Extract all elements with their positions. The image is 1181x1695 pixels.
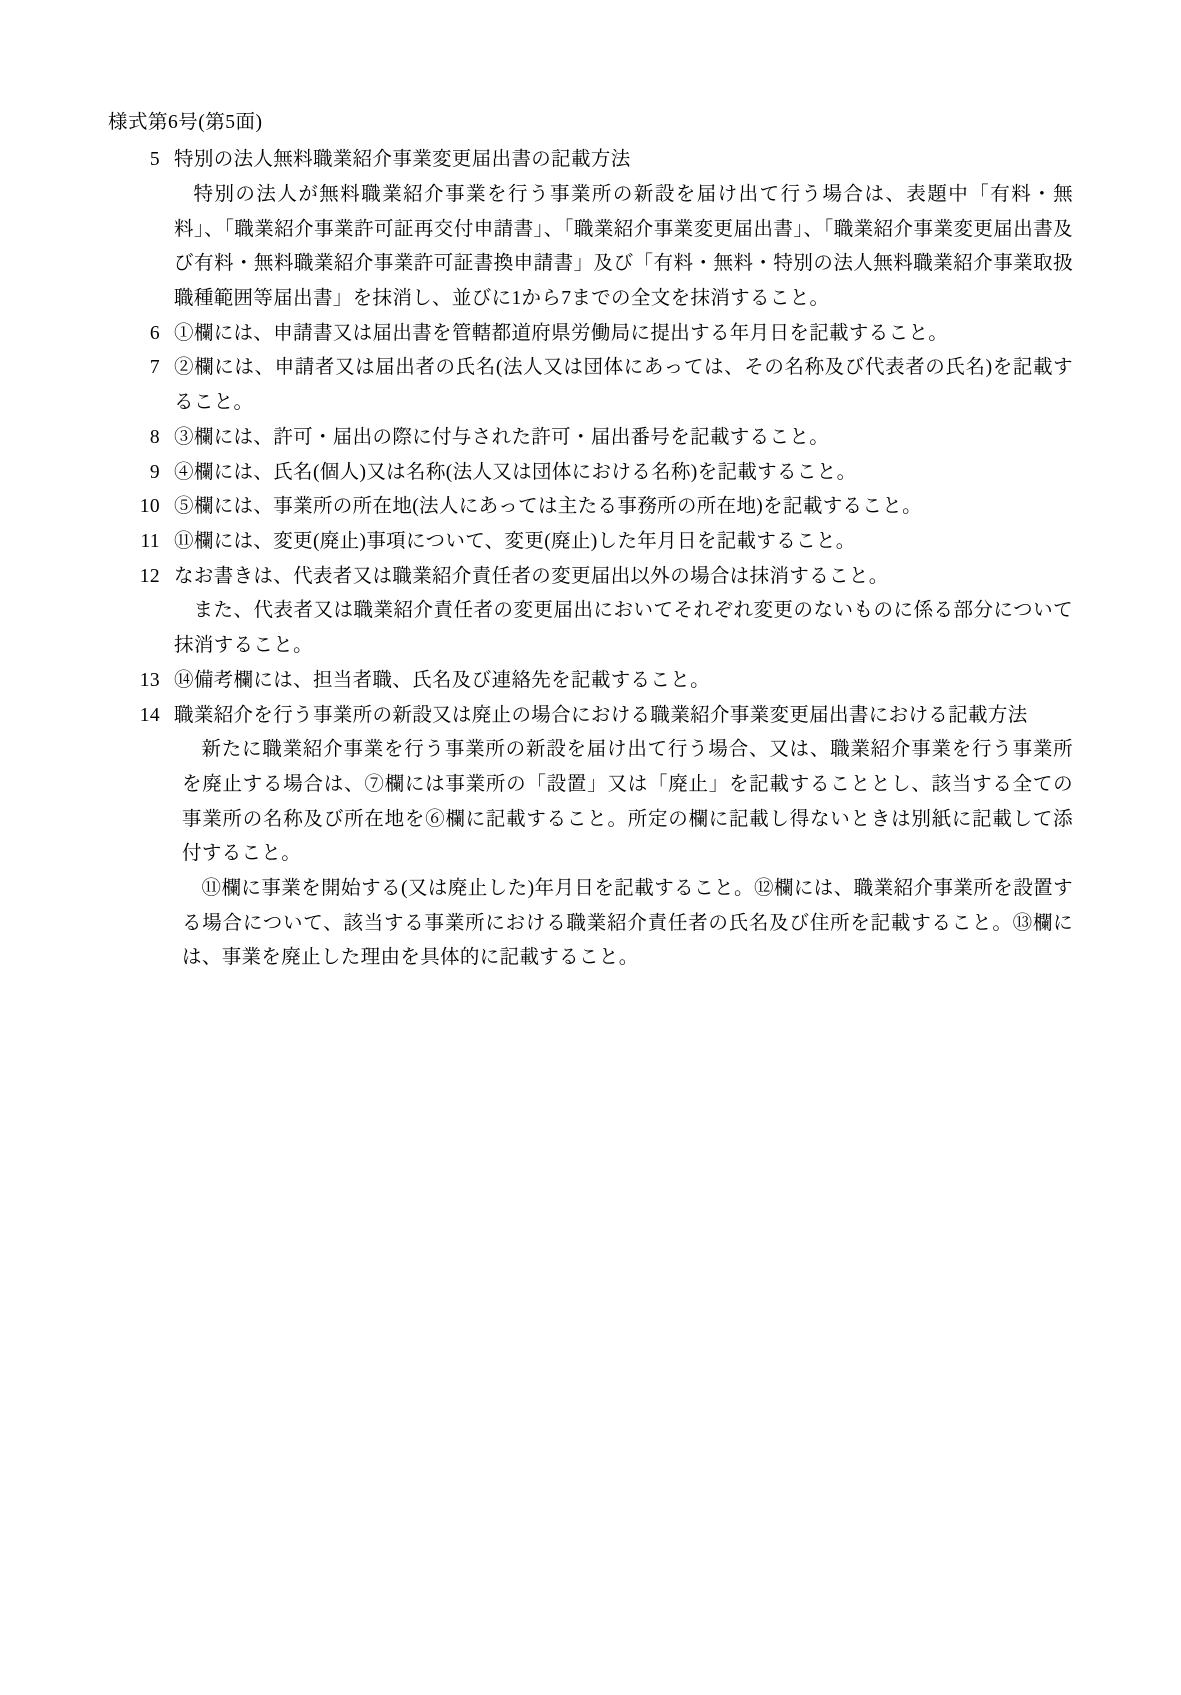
- list-item: [108, 317, 1073, 352]
- list-item: [108, 143, 1073, 178]
- list-item: [108, 664, 1073, 699]
- item-number: 8: [149, 426, 160, 448]
- list-item: [108, 421, 1073, 456]
- item-title: ①欄には、申請書又は届出書を管轄都道府県労働局に提出する年月日を記載すること。: [174, 322, 949, 344]
- item-number: 14: [139, 704, 160, 726]
- list-item: [108, 456, 1073, 491]
- item-paragraph: ⑪欄に事業を開始する(又は廃止した)年月日を記載すること。⑫欄には、職業紹介事業所を設置する場合について、該当する事業所における職業紹介責任者の氏名及び住所を記載すること。⑬欄には、事業を廃止した理由を具体的に記載すること。: [182, 878, 1073, 969]
- document-body: [108, 143, 1073, 976]
- item-number: 5: [149, 149, 160, 171]
- item-title: 特別の法人無料職業紹介事業変更届出書の記載方法: [174, 149, 631, 171]
- item-number: 13: [139, 669, 160, 691]
- item-paragraph: 新たに職業紹介事業を行う事業所の新設を届け出て行う場合、又は、職業紹介事業を行う事業所を廃止する場合は、⑦欄には事業所の「設置」又は「廃止」を記載することとし、該当する全ての事業所の名称及び所在地を⑥欄に記載すること。所定の欄に記載し得ないときは別紙に記載して添付すること。: [182, 739, 1073, 865]
- item-title: ②欄には、申請者又は届出者の氏名(法人又は団体にあっては、その名称及び代表者の氏名)を記載すること。: [174, 357, 1073, 414]
- item-number: 12: [139, 565, 160, 587]
- list-item: [108, 351, 1073, 420]
- item-title: ④欄には、氏名(個人)又は名称(法人又は団体における名称)を記載すること。: [174, 461, 857, 483]
- list-item: [108, 525, 1073, 560]
- item-title: 職業紹介を行う事業所の新設又は廃止の場合における職業紹介事業変更届出書における記載方法: [174, 704, 1028, 726]
- item-number: 7: [149, 357, 160, 379]
- item-number: 10: [139, 496, 160, 518]
- item-paragraph: また、代表者又は職業紹介責任者の変更届出においてそれぞれ変更のないものに係る部分について抹消すること。: [174, 600, 1073, 657]
- item-paragraph: 特別の法人が無料職業紹介事業を行う事業所の新設を届け出て行う場合は、表題中「有料・無料」、「職業紹介事業許可証再交付申請書」、「職業紹介事業変更届出書」、「職業紹介事業変更届出書及び有料・無料職業紹介事業許可証書換申請書」及び「有料・無料・特別の法人無料職業紹介事業取扱職種範囲等届出書」を抹消し、並びに1から7までの全文を抹消すること。: [174, 183, 1073, 310]
- form-number: 様式第6号(第5面): [108, 112, 263, 133]
- list-item: [108, 699, 1073, 734]
- list-item: [108, 560, 1073, 595]
- item-number: 9: [149, 461, 160, 483]
- item-title: ③欄には、許可・届出の際に付与された許可・届出番号を記載すること。: [174, 426, 830, 448]
- item-title: ⑤欄には、事業所の所在地(法人にあっては主たる事務所の所在地)を記載すること。: [174, 496, 922, 518]
- item-title: なお書きは、代表者又は職業紹介責任者の変更届出以外の場合は抹消すること。: [174, 565, 889, 587]
- item-number: 6: [149, 322, 160, 344]
- item-title: ⑪欄には、変更(廃止)事項について、変更(廃止)した年月日を記載すること。: [174, 530, 856, 552]
- item-title: ⑭備考欄には、担当者職、氏名及び連絡先を記載すること。: [174, 669, 710, 691]
- list-item: [108, 490, 1073, 525]
- item-number: 11: [140, 530, 160, 552]
